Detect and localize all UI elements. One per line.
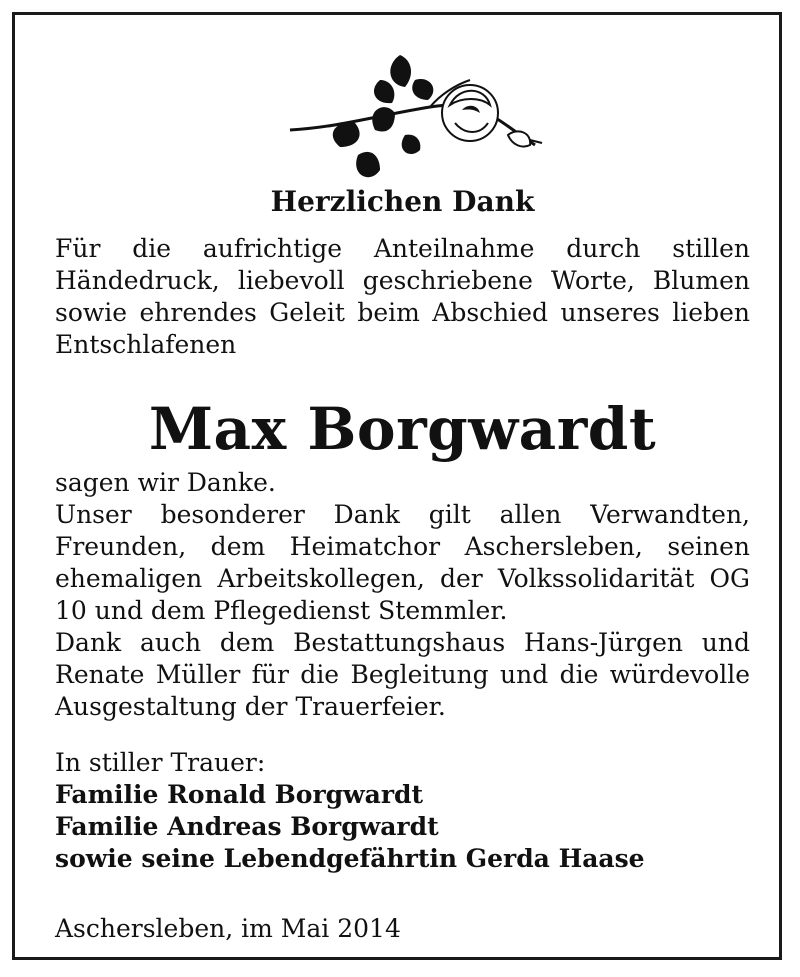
rose-icon xyxy=(280,35,550,185)
intro-line: sowie ehrendes Geleit beim Abschied unseres lieben xyxy=(55,298,750,327)
body-line: Renate Müller für die Begleitung und die würdevolle xyxy=(55,660,750,689)
intro-line: Entschlafenen xyxy=(55,330,237,359)
deceased-name: Max Borgwardt xyxy=(148,395,657,463)
body-line: Freunden, dem Heimatchor Aschersleben, seinen xyxy=(55,532,750,561)
body-line: Ausgestaltung der Trauerfeier. xyxy=(55,692,446,721)
body-paragraph xyxy=(55,467,750,723)
mourning-intro: In stiller Trauer: xyxy=(55,748,266,777)
mourner-name: Familie Ronald Borgwardt xyxy=(55,780,424,809)
body-line: Unser besonderer Dank gilt allen Verwandten, xyxy=(55,500,750,529)
place-date: Aschersleben, im Mai 2014 xyxy=(55,914,401,943)
mourners-block xyxy=(55,747,750,875)
intro-line: Für die aufrichtige Anteilnahme durch stillen xyxy=(55,234,750,263)
mourner-name: sowie seine Lebendgefährtin Gerda Haase xyxy=(55,844,645,873)
body-line: Dank auch dem Bestattungshaus Hans-Jürgen und xyxy=(55,628,750,657)
heading: Herzlichen Dank xyxy=(270,185,535,218)
intro-line: Händedruck, liebevoll geschriebene Worte, Blumen xyxy=(55,266,750,295)
notice-frame xyxy=(12,12,782,960)
body-line: sagen wir Danke. xyxy=(55,468,276,497)
body-line: 10 und dem Pflegedienst Stemmler. xyxy=(55,596,508,625)
mourner-name: Familie Andreas Borgwardt xyxy=(55,812,439,841)
body-line: ehemaligen Arbeitskollegen, der Volkssolidarität OG xyxy=(55,564,750,593)
intro-paragraph xyxy=(55,233,750,361)
